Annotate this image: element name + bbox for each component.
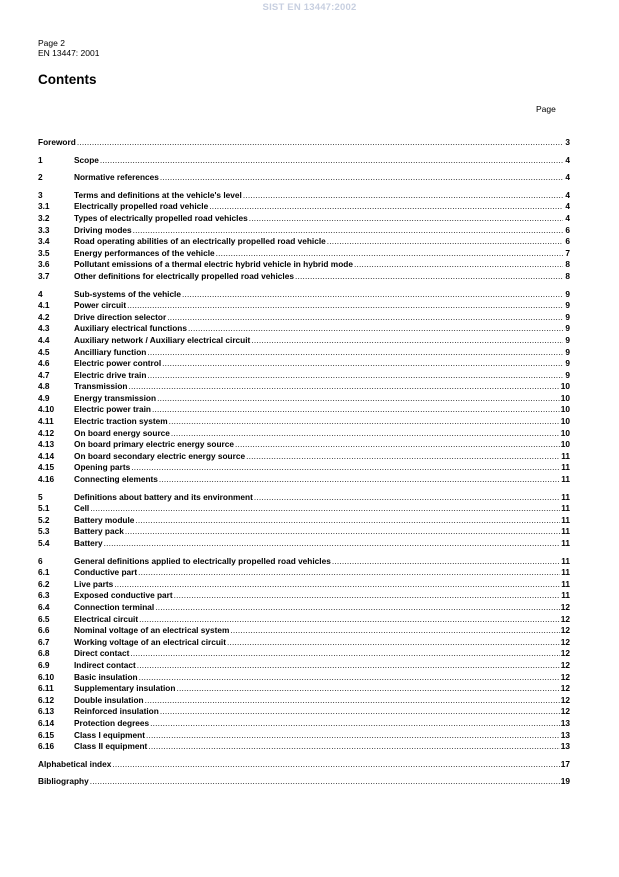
- toc-dot-leader: [139, 614, 560, 626]
- toc-dot-leader: [131, 462, 560, 474]
- toc-dot-leader: [162, 358, 563, 370]
- toc-entry-title: Electric traction system: [74, 416, 168, 427]
- toc-entry[interactable]: [38, 637, 570, 649]
- toc-entry-title: Pollutant emissions of a thermal electric hybrid vehicle in hybrid mode: [74, 259, 353, 270]
- toc-entry[interactable]: [38, 347, 570, 359]
- toc-entry-number: 4.7: [38, 369, 50, 380]
- toc-entry-page: 10: [560, 381, 570, 392]
- toc-entry[interactable]: [38, 416, 570, 428]
- toc-entry-number: 4.5: [38, 346, 50, 357]
- toc-entry-page: 9: [565, 323, 570, 334]
- toc-entry-page: 11: [561, 578, 570, 589]
- toc-entry-page: 10: [560, 439, 570, 450]
- toc-entry-number: 3.7: [38, 270, 50, 281]
- toc-entry-page: 6: [565, 236, 570, 247]
- toc-entry-title: Opening parts: [74, 462, 131, 473]
- toc-entry-number: 3: [38, 189, 43, 200]
- toc-section-group: [38, 172, 570, 184]
- toc-entry[interactable]: [38, 462, 570, 474]
- toc-entry-page: 8: [565, 259, 570, 270]
- toc-entry-page: 10: [560, 404, 570, 415]
- toc-dot-leader: [188, 323, 563, 335]
- toc-entry-title: Alphabetical index: [38, 758, 112, 769]
- toc-dot-leader: [354, 259, 563, 271]
- toc-dot-leader: [90, 503, 560, 515]
- toc-entry-page: 4: [565, 154, 570, 165]
- toc-entry-number: 6.12: [38, 694, 55, 705]
- toc-entry-title: Battery: [74, 538, 103, 548]
- toc-entry-number: 4.8: [38, 381, 50, 392]
- toc-entry[interactable]: [38, 271, 570, 283]
- toc-entry-title: Electric power control: [74, 358, 162, 369]
- toc-entry[interactable]: [38, 323, 570, 335]
- toc-entry[interactable]: [38, 660, 570, 672]
- toc-dot-leader: [171, 428, 560, 440]
- toc-entry-title: Energy transmission: [74, 392, 157, 403]
- toc-entry[interactable]: [38, 381, 570, 393]
- toc-entry-number: 4.12: [38, 427, 55, 438]
- toc-entry-number: 6: [38, 555, 43, 566]
- toc-entry-title: Reinforced insulation: [74, 706, 159, 717]
- toc-entry-title: Electrically propelled road vehicle: [74, 201, 209, 212]
- toc-entry-number: 4.16: [38, 474, 55, 485]
- toc-entry[interactable]: [38, 503, 570, 515]
- toc-entry-page: 11: [561, 526, 570, 537]
- toc-entry-number: 2: [38, 172, 43, 183]
- toc-section-group: [38, 137, 570, 149]
- toc-entry[interactable]: [38, 404, 570, 416]
- toc-entry[interactable]: [38, 289, 570, 301]
- toc-entry-title: Connection terminal: [74, 601, 155, 612]
- toc-entry-page: 12: [560, 694, 570, 705]
- toc-entry-title: Conductive part: [74, 567, 138, 578]
- toc-entry-number: 6.5: [38, 613, 50, 624]
- toc-dot-leader: [152, 404, 560, 416]
- toc-entry-title: General definitions applied to electrically propelled road vehicles: [74, 555, 331, 566]
- toc-section-group: [38, 155, 570, 167]
- toc-entry-title: Definitions about battery and its environment: [74, 491, 253, 502]
- toc-entry-number: 3.2: [38, 212, 50, 223]
- toc-entry-page: 12: [560, 636, 570, 647]
- toc-entry-page: 12: [560, 683, 570, 694]
- toc-entry-number: 6.1: [38, 567, 50, 578]
- toc-entry-page: 12: [560, 601, 570, 612]
- toc-entry-number: 4.4: [38, 334, 50, 345]
- toc-entry[interactable]: [38, 370, 570, 382]
- toc-dot-leader: [182, 289, 563, 301]
- toc-entry-title: Basic insulation: [74, 671, 138, 682]
- standard-number: EN 13447: 2001: [38, 48, 100, 58]
- toc-entry[interactable]: [38, 428, 570, 440]
- toc-dot-leader: [148, 741, 559, 753]
- toc-entry-page: 12: [560, 613, 570, 624]
- toc-entry-number: 4.9: [38, 392, 50, 403]
- toc-dot-leader: [147, 370, 563, 382]
- toc-entry[interactable]: [38, 602, 570, 614]
- toc-entry-title: Auxiliary network / Auxiliary electrical circuit: [74, 334, 251, 345]
- toc-entry-title: Scope: [74, 154, 99, 165]
- toc-entry-page: 4: [565, 189, 570, 200]
- toc-entry-title: Supplementary insulation: [74, 683, 176, 694]
- toc-entry[interactable]: [38, 579, 570, 591]
- toc-entry-title: Drive direction selector: [74, 311, 167, 322]
- toc-entry[interactable]: [38, 648, 570, 660]
- toc-dot-leader: [129, 381, 560, 393]
- toc-entry[interactable]: [38, 776, 570, 788]
- toc-entry[interactable]: [38, 451, 570, 463]
- toc-entry-page: 17: [560, 758, 570, 769]
- toc-entry[interactable]: [38, 300, 570, 312]
- toc-section-group: [38, 759, 570, 771]
- toc-entry[interactable]: [38, 393, 570, 405]
- toc-entry-page: 4: [565, 212, 570, 223]
- toc-entry-page: 6: [565, 224, 570, 235]
- toc-entry-number: 3.4: [38, 236, 50, 247]
- toc-entry-page: 9: [565, 346, 570, 357]
- toc-dot-leader: [251, 335, 563, 347]
- toc-entry-page: 11: [561, 474, 570, 485]
- toc-dot-leader: [114, 579, 560, 591]
- toc-entry-title: Battery module: [74, 514, 135, 525]
- toc-entry-page: 11: [561, 450, 570, 461]
- toc-section-group: [38, 289, 570, 486]
- toc-dot-leader: [249, 213, 563, 225]
- toc-entry[interactable]: [38, 515, 570, 527]
- toc-entry-page: 11: [561, 462, 570, 473]
- toc-entry-number: 4.11: [38, 416, 54, 427]
- toc-entry[interactable]: [38, 625, 570, 637]
- toc-entry-page: 10: [560, 416, 570, 427]
- toc-dot-leader: [100, 155, 563, 167]
- toc-entry-page: 13: [560, 729, 570, 740]
- toc-dot-leader: [135, 515, 560, 527]
- toc-entry-number: 4: [38, 288, 43, 299]
- toc-entry-number: 6.2: [38, 578, 50, 589]
- toc-entry-title: Ancilliary function: [74, 346, 147, 357]
- table-of-contents: [38, 137, 570, 794]
- toc-entry-number: 6.11: [38, 683, 54, 694]
- toc-entry-title: Class II equipment: [74, 741, 148, 752]
- toc-entry-number: 5.1: [38, 503, 50, 514]
- toc-entry-title: Normative references: [74, 172, 159, 183]
- toc-entry-number: 4.1: [38, 300, 50, 311]
- toc-entry-title: Bibliography: [38, 776, 89, 787]
- toc-entry-page: 11: [561, 538, 570, 548]
- toc-entry[interactable]: [38, 695, 570, 707]
- toc-entry-page: 7: [565, 247, 570, 258]
- toc-entry-title: On board energy source: [74, 427, 170, 438]
- toc-dot-leader: [246, 451, 560, 463]
- toc-entry-number: 3.1: [38, 201, 50, 212]
- toc-entry-title: On board secondary electric energy source: [74, 450, 246, 461]
- toc-entry[interactable]: [38, 358, 570, 370]
- toc-entry-title: Indirect contact: [74, 659, 136, 670]
- toc-dot-leader: [167, 312, 563, 324]
- toc-entry-title: Connecting elements: [74, 474, 158, 485]
- toc-dot-leader: [209, 201, 563, 213]
- toc-entry-title: Energy performances of the vehicle: [74, 247, 215, 258]
- toc-entry[interactable]: [38, 259, 570, 271]
- toc-entry-page: 9: [565, 311, 570, 322]
- page-header: [38, 38, 99, 58]
- toc-dot-leader: [145, 695, 560, 707]
- toc-section-group: [38, 776, 570, 788]
- toc-dot-leader: [77, 137, 563, 149]
- toc-entry-title: Terms and definitions at the vehicle's level: [74, 189, 242, 200]
- toc-entry-title: Electric power train: [74, 404, 152, 415]
- toc-entry-title: Working voltage of an electrical circuit: [74, 636, 226, 647]
- toc-entry-title: Live parts: [74, 578, 114, 589]
- toc-dot-leader: [104, 538, 561, 550]
- toc-entry-number: 4.10: [38, 404, 55, 415]
- toc-entry[interactable]: [38, 614, 570, 626]
- toc-entry[interactable]: [38, 556, 570, 568]
- toc-entry-title: Foreword: [38, 137, 76, 147]
- toc-dot-leader: [174, 590, 561, 602]
- toc-entry[interactable]: [38, 312, 570, 324]
- toc-entry[interactable]: [38, 492, 570, 504]
- toc-entry[interactable]: [38, 172, 570, 184]
- toc-entry-number: 4.3: [38, 323, 50, 334]
- toc-dot-leader: [130, 648, 559, 660]
- toc-dot-leader: [157, 393, 560, 405]
- toc-dot-leader: [230, 625, 559, 637]
- toc-entry[interactable]: [38, 683, 570, 695]
- toc-entry-page: 9: [565, 358, 570, 369]
- toc-dot-leader: [243, 190, 563, 202]
- toc-entry-title: Other definitions for electrically propelled road vehicles: [74, 270, 294, 281]
- toc-entry-number: 6.10: [38, 671, 55, 682]
- toc-entry[interactable]: [38, 236, 570, 248]
- toc-dot-leader: [133, 225, 563, 237]
- toc-dot-leader: [254, 492, 560, 504]
- toc-entry[interactable]: [38, 526, 570, 538]
- toc-entry-number: 6.8: [38, 648, 50, 659]
- toc-entry-title: Sub-systems of the vehicle: [74, 288, 181, 299]
- toc-entry-title: Direct contact: [74, 648, 130, 659]
- toc-entry[interactable]: [38, 706, 570, 718]
- toc-entry-title: Class I equipment: [74, 729, 146, 740]
- toc-entry-page: 9: [565, 300, 570, 311]
- toc-dot-leader: [127, 300, 563, 312]
- toc-entry-title: Power circuit: [74, 300, 127, 311]
- toc-entry-page: 11: [561, 567, 570, 578]
- toc-entry-number: 6.16: [38, 741, 55, 752]
- toc-entry[interactable]: [38, 538, 570, 550]
- toc-dot-leader: [137, 660, 560, 672]
- toc-entry[interactable]: [38, 474, 570, 486]
- toc-section-group: [38, 492, 570, 550]
- toc-entry-title: Nominal voltage of an electrical system: [74, 625, 230, 636]
- toc-entry-number: 4.15: [38, 462, 55, 473]
- toc-dot-leader: [112, 759, 559, 771]
- toc-entry-page: 11: [561, 491, 570, 502]
- toc-entry-page: 13: [560, 717, 570, 728]
- toc-entry[interactable]: [38, 155, 570, 167]
- toc-dot-leader: [147, 347, 563, 359]
- toc-entry-page: 11: [561, 503, 570, 514]
- toc-entry-title: Cell: [74, 503, 90, 514]
- toc-entry[interactable]: [38, 439, 570, 451]
- toc-entry[interactable]: [38, 137, 570, 149]
- toc-entry[interactable]: [38, 759, 570, 771]
- toc-dot-leader: [160, 706, 560, 718]
- toc-entry-page: 4: [565, 172, 570, 183]
- toc-entry-page: 4: [565, 201, 570, 212]
- toc-entry[interactable]: [38, 248, 570, 260]
- toc-entry-page: 11: [561, 590, 570, 601]
- toc-entry[interactable]: [38, 225, 570, 237]
- toc-entry-title: Double insulation: [74, 694, 144, 705]
- toc-entry[interactable]: [38, 590, 570, 602]
- toc-entry-title: Electrical circuit: [74, 613, 139, 624]
- toc-entry-number: 1: [38, 154, 43, 165]
- toc-entry-number: 5.2: [38, 514, 50, 525]
- toc-entry[interactable]: [38, 335, 570, 347]
- toc-entry-number: 4.2: [38, 311, 50, 322]
- toc-dot-leader: [150, 718, 560, 730]
- toc-dot-leader: [235, 439, 560, 451]
- toc-entry-page: 12: [560, 625, 570, 636]
- toc-dot-leader: [227, 637, 560, 649]
- toc-dot-leader: [295, 271, 563, 283]
- toc-entry-title: On board primary electric energy source: [74, 439, 235, 450]
- toc-entry-title: Electric drive train: [74, 369, 147, 380]
- toc-entry-number: 6.13: [38, 706, 55, 717]
- toc-entry-page: 12: [560, 648, 570, 659]
- toc-entry-number: 4.13: [38, 439, 55, 450]
- toc-entry-page: 11: [561, 514, 570, 525]
- toc-dot-leader: [159, 474, 560, 486]
- toc-dot-leader: [146, 730, 560, 742]
- toc-entry-page: 12: [560, 659, 570, 670]
- toc-entry-number: 6.3: [38, 590, 50, 601]
- toc-entry-number: 3.5: [38, 247, 50, 258]
- toc-entry-page: 9: [565, 369, 570, 380]
- toc-section-group: [38, 190, 570, 283]
- toc-entry-number: 6.6: [38, 625, 50, 636]
- toc-entry-title: Transmission: [74, 381, 128, 392]
- toc-entry-number: 6.4: [38, 601, 50, 612]
- toc-entry-title: Exposed conductive part: [74, 590, 173, 601]
- toc-entry-number: 4.6: [38, 358, 50, 369]
- toc-entry-number: 5.4: [38, 538, 50, 548]
- toc-entry[interactable]: [38, 567, 570, 579]
- toc-dot-leader: [327, 236, 563, 248]
- toc-entry-page: 12: [560, 671, 570, 682]
- toc-entry-page: 10: [560, 392, 570, 403]
- toc-dot-leader: [332, 556, 560, 568]
- toc-entry-page: 12: [560, 706, 570, 717]
- page-title: Contents: [38, 72, 97, 87]
- toc-entry-number: 3.3: [38, 224, 50, 235]
- toc-entry-number: 6.9: [38, 659, 50, 670]
- toc-entry[interactable]: [38, 730, 570, 742]
- toc-dot-leader: [90, 776, 560, 788]
- toc-entry-number: 6.14: [38, 717, 55, 728]
- toc-entry-title: Battery pack: [74, 526, 124, 537]
- toc-entry-title: Protection degrees: [74, 717, 150, 728]
- toc-entry-page: 9: [565, 334, 570, 345]
- watermark: SIST EN 13447:2002: [262, 2, 357, 13]
- toc-entry-number: 6.7: [38, 636, 50, 647]
- toc-entry-title: Road operating abilities of an electrically propelled road vehicle: [74, 236, 326, 247]
- toc-section-group: [38, 556, 570, 753]
- toc-entry-title: Types of electrically propelled road vehicles: [74, 212, 248, 223]
- toc-dot-leader: [160, 172, 563, 184]
- toc-entry-page: 8: [565, 270, 570, 281]
- toc-entry[interactable]: [38, 201, 570, 213]
- toc-entry[interactable]: [38, 190, 570, 202]
- toc-entry[interactable]: [38, 672, 570, 684]
- toc-entry-number: 5: [38, 491, 43, 502]
- toc-entry-page: 11: [561, 555, 570, 566]
- toc-dot-leader: [176, 683, 559, 695]
- toc-entry-title: Auxiliary electrical functions: [74, 323, 187, 334]
- toc-entry[interactable]: [38, 741, 570, 753]
- toc-dot-leader: [169, 416, 560, 428]
- page-number: Page 2: [38, 38, 65, 48]
- toc-dot-leader: [138, 567, 560, 579]
- toc-entry-page: 9: [565, 288, 570, 299]
- toc-entry-number: 6.15: [38, 729, 55, 740]
- toc-dot-leader: [216, 248, 563, 260]
- toc-entry-number: 3.6: [38, 259, 50, 270]
- page-column-label: Page: [536, 104, 556, 114]
- toc-entry-page: 3: [565, 137, 570, 147]
- toc-entry-page: 13: [560, 741, 570, 752]
- toc-entry[interactable]: [38, 718, 570, 730]
- toc-entry-title: Driving modes: [74, 224, 132, 235]
- toc-dot-leader: [155, 602, 560, 614]
- toc-entry-page: 19: [560, 776, 570, 787]
- toc-entry-number: 4.14: [38, 450, 55, 461]
- toc-entry-page: 10: [560, 427, 570, 438]
- toc-entry-number: 5.3: [38, 526, 50, 537]
- toc-dot-leader: [139, 672, 560, 684]
- toc-entry[interactable]: [38, 213, 570, 225]
- toc-dot-leader: [125, 526, 560, 538]
